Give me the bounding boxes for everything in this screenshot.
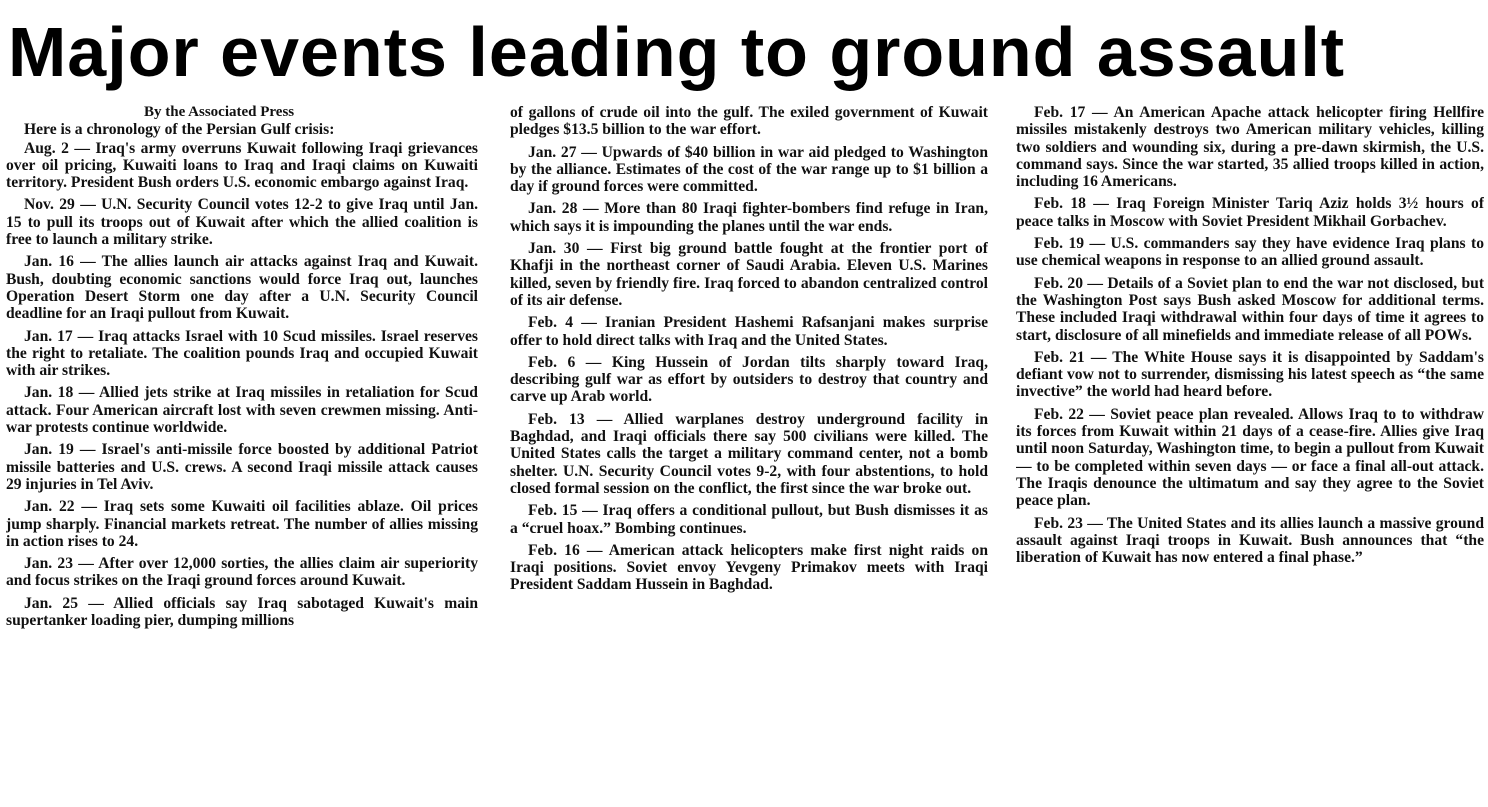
chronology-entry: Feb. 6 — King Hussein of Jordan tilts sharply toward Iraq, describing gulf war as effort by outsiders to destroy that country and carve up Arab world. [510,353,988,406]
entry-text: Allied officials say Iraq sabotaged Kuwait's main supertanker loading pier, dumping millions [6,594,478,630]
chronology-entry: Jan. 19 — Israel's anti-missile force boosted by additional Patriot missile batteries and U.S. crews. A second Iraqi missile attack causes 29 injuries in Tel Aviv. [6,441,478,493]
entry-text: Iranian President Hashemi Rafsanjani makes surprise offer to hold direct talks with Iraq and the United States. [510,314,988,349]
entry-date: Feb. 19 [1034,235,1085,253]
entry-text: The White House says it is disappointed by Saddam's defiant vow not to surrender, dismissing his latest speech as “the same invective” the world had heard before. [1016,348,1484,401]
entry-date: Jan. 22 [24,498,75,516]
entry-text: American attack helicopters make first night raids on Iraqi positions. Soviet envoy Yevgeny Primakov meets with Iraqi President Saddam Hussein in Baghdad. [510,541,988,594]
chronology-entry: Jan. 30 — First big ground battle fought at the frontier port of Khafji in the northeast corner of Saudi Arabia. Eleven U.S. Marines killed, seven by friendly fire. Iraq forced to abandon centralized control of its air defense. [510,240,988,309]
chronology-entry: Jan. 18 — Allied jets strike at Iraq missiles in retaliation for Scud attack. Four American aircraft lost with seven crewmen missing. Anti-war protests continue worldwide. [6,384,478,437]
chronology-entry: Feb. 23 — The United States and its allies launch a massive ground assault against Iraqi troops in Kuwait. Bush announces that “the liberation of Kuwait has now entered a final phase.” [1016,514,1484,567]
chronology-entry: Feb. 17 — An American Apache attack helicopter firing Hellfire missiles mistakenly destroys two American military vehicles, killing two soldiers and wounding six, during a pre-dawn skirmish, the U.S. command says. Since the war started, 35 allied troops killed in action, including 16 Americans. [1016,104,1484,191]
entry-date: Feb. 23 [1034,514,1083,532]
article-body [6,104,1484,800]
continuation-text: of gallons of crude oil into the gulf. The exiled government of Kuwait pledges $13.5 billion to the war effort. [510,104,988,139]
entry-date: Jan. 30 [528,240,580,258]
intro-text: Here is a chronology of the Persian Gulf crisis: [24,121,335,139]
column-2 [510,104,988,800]
entry-date: Feb. 20 [1034,274,1083,292]
entry-text: Iraq offers a conditional pullout, but Bush dismisses it as a “cruel hoax.” Bombing continues. [510,502,988,537]
chronology-entry: Feb. 4 — Iranian President Hashemi Rafsanjani makes surprise offer to hold direct talks with Iraq and the United States. [510,314,988,349]
entry-date: Feb. 22 [1034,405,1084,423]
entry-text: First big ground battle fought at the frontier port of Khafji in the northeast corner of Saudi Arabia. Eleven U.S. Marines killed, seven by friendly fire. Iraq forced to abandon centralized control of its air defense. [510,240,988,309]
chronology-entry: Jan. 16 — The allies launch air attacks against Iraq and Kuwait. Bush, doubting economic sanctions would force Iraq out, launches Operation Desert Storm one day after a U.N. Security Council deadline for an Iraqi pullout from Kuwait. [6,253,478,323]
entry-date: Jan. 28 [528,200,578,218]
entry-text: Allied warplanes destroy underground facility in Baghdad, and Iraqi officials there say 500 civilians were killed. The United States calls the target a military command center, not a bomb shelter. U.N. Security Council votes 9-2, with four abstentions, to hold closed formal session on the conflict, the first since the war broke out. [510,410,988,497]
entry-date: Feb. 4 [528,314,574,332]
chronology-entry: Jan. 27 — Upwards of $40 billion in war aid pledged to Washington by the alliance. Estimates of the cost of the war range up to $1 billion a day if ground forces were committed. [510,143,988,196]
chronology-entry: Jan. 17 — Iraq attacks Israel with 10 Scud missiles. Israel reserves the right to retaliate. The coalition pounds Iraq and occupied Kuwait with air strikes. [6,327,478,380]
entry-text: Iraq Foreign Minister Tariq Aziz holds 3½ hours of peace talks in Moscow with Soviet President Mikhail Gorbachev. [1016,195,1484,230]
entry-text: The United States and its allies launch a massive ground assault against Iraqi troops in Kuwait. Bush announces that “the liberation of Kuwait has now entered a final phase.” [1016,514,1484,567]
entry-date: Aug. 2 [24,139,69,157]
chronology-entry: Feb. 20 — Details of a Soviet plan to end the war not disclosed, but the Washington Post says Bush asked Moscow for additional terms. These included Iraqi withdrawal within four days of time it agrees to start, disclosure of all minefields and immediate release of all POWs. [1016,274,1484,344]
entry-text: Iraq sets some Kuwaiti oil facilities ablaze. Oil prices jump sharply. Financial markets retreat. The number of allies missing in action rises to 24. [6,498,478,550]
entry-text: After over 12,000 sorties, the allies claim air superiority and focus strikes on the Iraqi ground forces around Kuwait. [6,555,478,590]
chronology-entry: Nov. 29 — U.N. Security Council votes 12-2 to give Iraq until Jan. 15 to pull its troops out of Kuwait after which the allied coalition is free to launch a military strike. [6,196,478,249]
entry-date: Jan. 23 [24,555,74,573]
chronology-entry: Feb. 19 — U.S. commanders say they have evidence Iraq plans to use chemical weapons in response to an allied ground assault. [1016,235,1484,270]
entry-date: Feb. 6 [528,353,576,371]
chronology-entry: Jan. 23 — After over 12,000 sorties, the allies claim air superiority and focus strikes on the Iraqi ground forces around Kuwait. [6,555,478,590]
chronology-entry: Jan. 22 — Iraq sets some Kuwaiti oil facilities ablaze. Oil prices jump sharply. Financial markets retreat. The number of allies missing in action rises to 24. [6,498,478,550]
chronology-entry: Jan. 28 — More than 80 Iraqi fighter-bombers find refuge in Iran, which says it is impounding the planes until the war ends. [510,200,988,235]
entry-date: Jan. 17 [24,327,73,345]
entry-text: Iraq attacks Israel with 10 Scud missiles. Israel reserves the right to retaliate. The coalition pounds Iraq and occupied Kuwait with air strikes. [6,327,478,380]
chronology-entry: Aug. 2 — Iraq's army overruns Kuwait following Iraqi grievances over oil pricing, Kuwaiti loans to Iraq and Iraqi claims on Kuwaiti territory. President Bush orders U.S. economic embargo against Iraq. [6,139,478,192]
entry-text: Iraq's army overruns Kuwait following Iraqi grievances over oil pricing, Kuwaiti loans to Iraq and Iraqi claims on Kuwaiti territory. President Bush orders U.S. economic embargo against Iraq. [6,139,478,192]
entry-date: Jan. 25 [24,594,79,612]
entry-date: Nov. 29 [24,196,75,214]
chronology-entry: Feb. 13 — Allied warplanes destroy underground facility in Baghdad, and Iraqi officials there say 500 civilians were killed. The United States calls the target a military command center, not a bomb shelter. U.N. Security Council votes 9-2, with four abstentions, to hold closed formal session on the conflict, the first since the war broke out. [510,410,988,497]
chronology-entry: Feb. 21 — The White House says it is disappointed by Saddam's defiant vow not to surrender, dismissing his latest speech as “the same invective” the world had heard before. [1016,348,1484,401]
entry-text: Upwards of $40 billion in war aid pledged to Washington by the alliance. Estimates of the cost of the war range up to $1 billion a day if ground forces were committed. [510,143,988,196]
entry-date: Jan. 16 [24,253,74,271]
entry-text: Israel's anti-missile force boosted by additional Patriot missile batteries and U.S. crews. A second Iraqi missile attack causes 29 injuries in Tel Aviv. [6,441,478,493]
column-1 [6,104,478,800]
entry-date: Jan. 18 [24,384,74,402]
chronology-entry: Feb. 16 — American attack helicopters make first night raids on Iraqi positions. Soviet envoy Yevgeny Primakov meets with Iraqi President Saddam Hussein in Baghdad. [510,541,988,594]
entry-text: Allied jets strike at Iraq missiles in retaliation for Scud attack. Four American aircraft lost with seven crewmen missing. Anti-war protests continue worldwide. [6,384,478,437]
entry-date: Feb. 21 [1034,348,1085,366]
entry-text: Details of a Soviet plan to end the war not disclosed, but the Washington Post says Bush asked Moscow for additional terms. These included Iraqi withdrawal within four days of time it agrees to start, disclosure of all minefields and immediate release of all POWs. [1016,274,1484,344]
chronology-entry: Feb. 15 — Iraq offers a conditional pullout, but Bush dismisses it as a “cruel hoax.” Bombing continues. [510,502,988,537]
column-3 [1016,104,1484,800]
entry-text: U.S. commanders say they have evidence Iraq plans to use chemical weapons in response to an allied ground assault. [1016,235,1484,270]
entry-date: Feb. 13 [528,410,585,428]
chronology-entry: Jan. 25 — Allied officials say Iraq sabotaged Kuwait's main supertanker loading pier, dumping millions [6,594,478,630]
entry-text: Soviet peace plan revealed. Allows Iraq to to withdraw its forces from Kuwait within 21 days of a cease-fire. Allies give Iraq until noon Saturday, Washington time, to begin a pullout from Kuwait — to be completed within seven days — or face a final all-out attack. The Iraqis denounce the ultimatum and say they agree to the Soviet peace plan. [1016,405,1484,510]
entry-date: Feb. 16 [528,541,580,559]
headline: Major events leading to ground assault [8,13,1346,91]
entry-date: Jan. 19 [24,441,74,459]
entry-text: U.N. Security Council votes 12-2 to give Iraq until Jan. 15 to pull its troops out of Kuwait after which the allied coalition is free to launch a military strike. [6,196,478,249]
entry-text: King Hussein of Jordan tilts sharply toward Iraq, describing gulf war as effort by outsiders to destroy that country and carve up Arab world. [510,353,988,406]
entry-date: Jan. 27 [528,143,577,161]
chronology-entry: Feb. 18 — Iraq Foreign Minister Tariq Aziz holds 3½ hours of peace talks in Moscow with Soviet President Mikhail Gorbachev. [1016,195,1484,230]
chronology-entry: Feb. 22 — Soviet peace plan revealed. Allows Iraq to to withdraw its forces from Kuwait within 21 days of a cease-fire. Allies give Iraq until noon Saturday, Washington time, to begin a pullout from Kuwait — to be completed within seven days — or face a final all-out attack. The Iraqis denounce the ultimatum and say they agree to the Soviet peace plan. [1016,405,1484,510]
entry-text: More than 80 Iraqi fighter-bombers find refuge in Iran, which says it is impounding the planes until the war ends. [510,200,988,235]
entry-text: The allies launch air attacks against Iraq and Kuwait. Bush, doubting economic sanctions would force Iraq out, launches Operation Desert Storm one day after a U.N. Security Council deadline for an Iraqi pullout from Kuwait. [6,253,478,323]
entry-date: Feb. 15 [528,502,578,520]
byline: By the Associated Press [144,104,295,120]
entry-text: An American Apache attack helicopter firing Hellfire missiles mistakenly destroys two American military vehicles, killing two soldiers and wounding six, during a pre-dawn skirmish, the U.S. command says. Since the war started, 35 allied troops killed in action, including 16 Americans. [1016,104,1484,191]
entry-date: Feb. 17 [1034,104,1086,121]
entry-date: Feb. 18 [1034,195,1086,213]
